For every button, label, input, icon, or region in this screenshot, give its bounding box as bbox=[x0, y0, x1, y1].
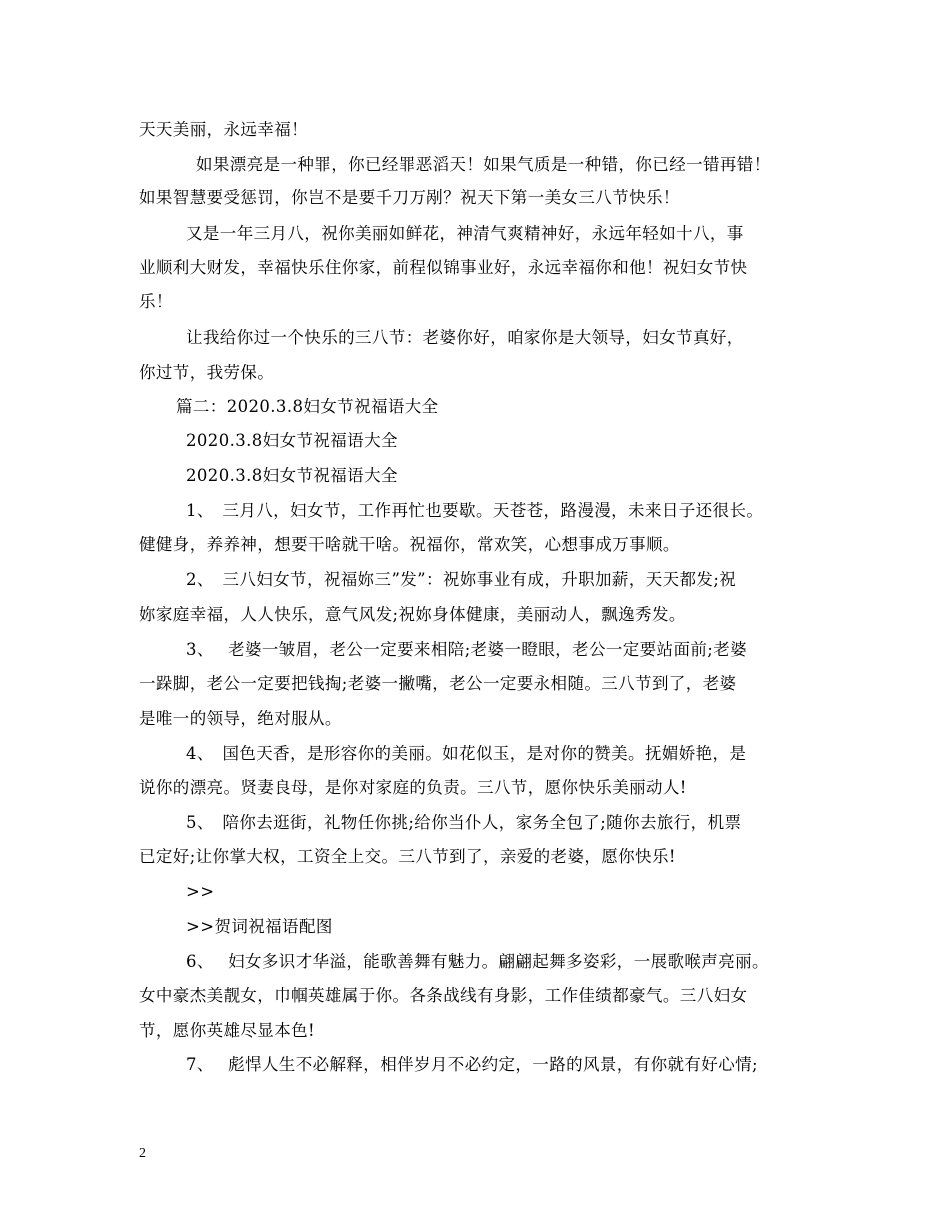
text-line: 乐！ bbox=[139, 292, 173, 311]
text-line: 已定好;让你掌大权，工资全上交。三八节到了，亲爱的老婆，愿你快乐! bbox=[139, 847, 676, 866]
list-item: 7、 彪悍人生不必解释，相伴岁月不必约定，一路的风景，有你就有好心情; bbox=[186, 1055, 758, 1074]
list-item: 5、 陪你去逛街，礼物任你挑;给你当仆人，家务全包了;随你去旅行，机票 bbox=[186, 813, 742, 832]
list-item: 4、 国色天香，是形容你的美丽。如花似玉，是对你的赞美。抚媚娇艳，是 bbox=[186, 744, 747, 763]
list-item: 3、 老婆一皱眉，老公一定要来相陪;老婆一瞪眼，老公一定要站面前;老婆 bbox=[186, 640, 748, 659]
subheading: 2020.3.8妇女节祝福语大全 bbox=[186, 431, 398, 450]
list-item: 6、 妇女多识才华溢，能歌善舞有魅力。翩翩起舞多姿彩，一展歌喉声亮丽。 bbox=[186, 952, 769, 971]
text-line: 业顺利大财发，幸福快乐住你家，前程似锦事业好，永远幸福你和他！祝妇女节快 bbox=[139, 258, 748, 277]
text-line: 天天美丽，永远幸福！ bbox=[139, 120, 308, 139]
text-line: >>贺词祝福语配图 bbox=[186, 917, 333, 936]
text-line: 是唯一的领导，绝对服从。 bbox=[139, 709, 342, 728]
text-line: 节，愿你英雄尽显本色! bbox=[139, 1021, 316, 1040]
text-line: 你过节，我劳保。 bbox=[139, 363, 275, 382]
list-item: 1、 三月八，妇女节，工作再忙也要歇。天苍苍，路漫漫，未来日子还很长。 bbox=[186, 501, 764, 520]
text-line: 说你的漂亮。贤妻良母，是你对家庭的负责。三八节，愿你快乐美丽动人! bbox=[139, 778, 687, 797]
text-line: 健健身，养养神，想要干啥就干啥。祝福你，常欢笑，心想事成万事顺。 bbox=[139, 535, 680, 554]
text-line: 又是一年三月八，祝你美丽如鲜花，神清气爽精神好，永远年轻如十八，事 bbox=[186, 224, 744, 243]
text-line: 让我给你过一个快乐的三八节：老婆你好，咱家你是大领导，妇女节真好， bbox=[186, 328, 744, 347]
list-item: 2、 三八妇女节，祝福妳三”发”：祝妳事业有成，升职加薪，天天都发;祝 bbox=[186, 570, 737, 589]
section-heading: 篇二：2020.3.8妇女节祝福语大全 bbox=[176, 397, 439, 416]
text-line: 一跺脚，老公一定要把钱掏;老婆一撇嘴，老公一定要永相随。三八节到了，老婆 bbox=[139, 674, 737, 693]
text-line: 妳家庭幸福，人人快乐，意气风发;祝妳身体健康，美丽动人，飘逸秀发。 bbox=[139, 605, 686, 624]
text-line: 如果漂亮是一种罪，你已经罪恶滔天！如果气质是一种错，你已经一错再错！ bbox=[196, 155, 771, 174]
text-line: 女中豪杰美靓女，巾帼英雄属于你。各条战线有身影，工作佳绩都豪气。三八妇女 bbox=[139, 986, 748, 1005]
text-line: >> bbox=[186, 882, 215, 901]
subheading: 2020.3.8妇女节祝福语大全 bbox=[186, 466, 398, 485]
page-number: 2 bbox=[139, 1146, 146, 1161]
text-line: 如果智慧要受惩罚，你岂不是要千刀万剐？祝天下第一美女三八节快乐！ bbox=[139, 188, 680, 207]
